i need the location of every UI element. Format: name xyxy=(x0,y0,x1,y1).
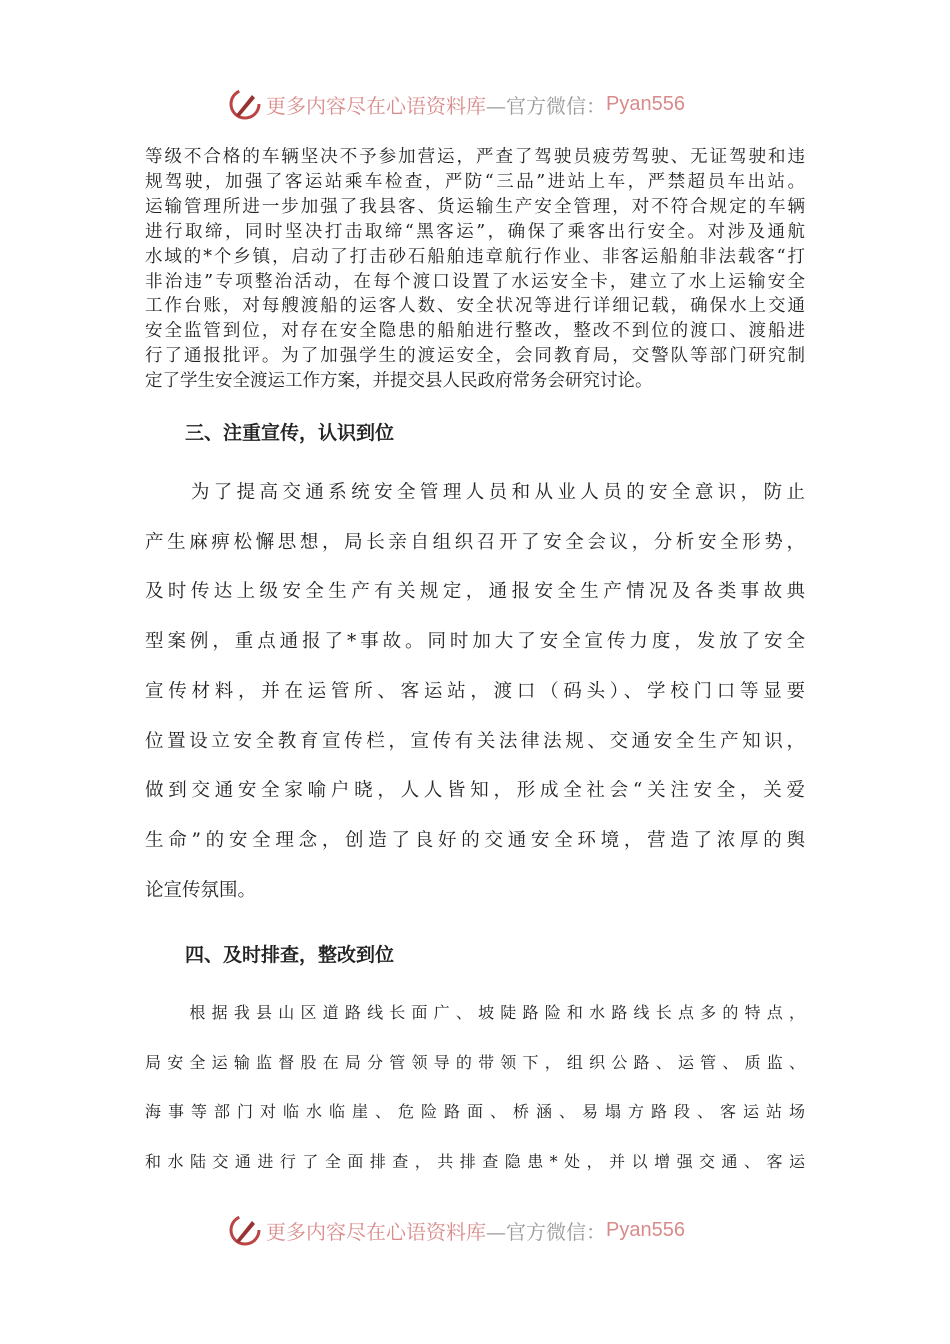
text-line: 非治违”专项整治活动，在每个渡口设置了水运安全卡，建立了水上运输安全 xyxy=(145,271,805,292)
text-line: 型案例，重点通报了*事故。同时加大了安全宣传力度，发放了安全 xyxy=(145,631,805,653)
section-heading-3: 三、注重宣传，认识到位 xyxy=(185,422,395,444)
text-line: 行了通报批评。为了加强学生的渡运安全，会同教育局，交警队等部门研究制 xyxy=(145,346,805,367)
text-line: 局安全运输监督股在局分管领导的带领下，组织公路、运管、质监、 xyxy=(145,1052,805,1072)
text-line: 海事等部门对临水临崖、危险路面、桥涵、易塌方路段、客运站场 xyxy=(145,1102,805,1122)
text-line: 及时传达上级安全生产有关规定，通报安全生产情况及各类事故典 xyxy=(145,581,805,603)
text-line: 定了学生安全渡运工作方案，并提交县人民政府常务会研究讨论。 xyxy=(145,371,653,392)
text-line: 安全监管到位，对存在安全隐患的船舶进行整改，整改不到位的渡口、渡船进 xyxy=(145,321,805,342)
footer-watermark xyxy=(228,1212,685,1248)
watermark-wechat-label: —官方微信： xyxy=(486,93,606,118)
section-heading-4: 四、及时排查，整改到位 xyxy=(185,944,395,966)
text-line: 规驾驶，加强了客运站乘车检查，严防“三品”进站上车，严禁超员车出站。 xyxy=(145,171,805,192)
text-line: 等级不合格的车辆坚决不予参加营运，严查了驾驶员疲劳驾驶、无证驾驶和违 xyxy=(145,147,805,167)
watermark-wechat-id: Pyan556 xyxy=(606,92,685,115)
text-line: 生命”的安全理念，创造了良好的交通安全环境，营造了浓厚的舆 xyxy=(145,829,805,851)
text-line: 水域的*个乡镇，启动了打击砂石船舶违章航行作业、非客运船舶非法载客“打 xyxy=(145,246,805,267)
text-line: 工作台账，对每艘渡船的运客人数、安全状况等进行详细记载，确保水上交通 xyxy=(145,296,805,317)
text-line: 和水陆交通进行了全面排查，共排查隐患*处，并以增强交通、客运 xyxy=(145,1151,805,1171)
text-line: 产生麻痹松懈思想，局长亲自组织召开了安全会议，分析安全形势， xyxy=(145,531,805,553)
text-line: 根据我县山区道路线长面广、坡陡路险和水路线长点多的特点， xyxy=(145,1003,805,1022)
header-watermark xyxy=(228,86,685,122)
text-line: 运输管理所进一步加强了我县客、货运输生产安全管理，对不符合规定的车辆 xyxy=(145,196,805,217)
watermark-wechat-label: —官方微信： xyxy=(486,1219,606,1244)
watermark-wechat-id: Pyan556 xyxy=(606,1218,685,1241)
text-line: 宣传材料，并在运管所、客运站，渡口（码头）、学校门口等显要 xyxy=(145,680,805,702)
pen-logo-icon xyxy=(228,1213,262,1247)
text-line: 论宣传氛围。 xyxy=(145,879,257,901)
text-line: 为了提高交通系统安全管理人员和从业人员的安全意识，防止 xyxy=(145,482,805,503)
text-line: 做到交通安全家喻户晓，人人皆知，形成全社会“关注安全，关爱 xyxy=(145,780,805,802)
text-line: 位置设立安全教育宣传栏，宣传有关法律法规、交通安全生产知识， xyxy=(145,730,805,752)
pen-logo-icon xyxy=(228,87,262,121)
watermark-text: 更多内容尽在心语资料库 xyxy=(266,1219,486,1244)
text-line: 进行取缔，同时坚决打击取缔“黑客运”，确保了乘客出行安全。对涉及通航 xyxy=(145,221,805,242)
watermark-text: 更多内容尽在心语资料库 xyxy=(266,93,486,118)
